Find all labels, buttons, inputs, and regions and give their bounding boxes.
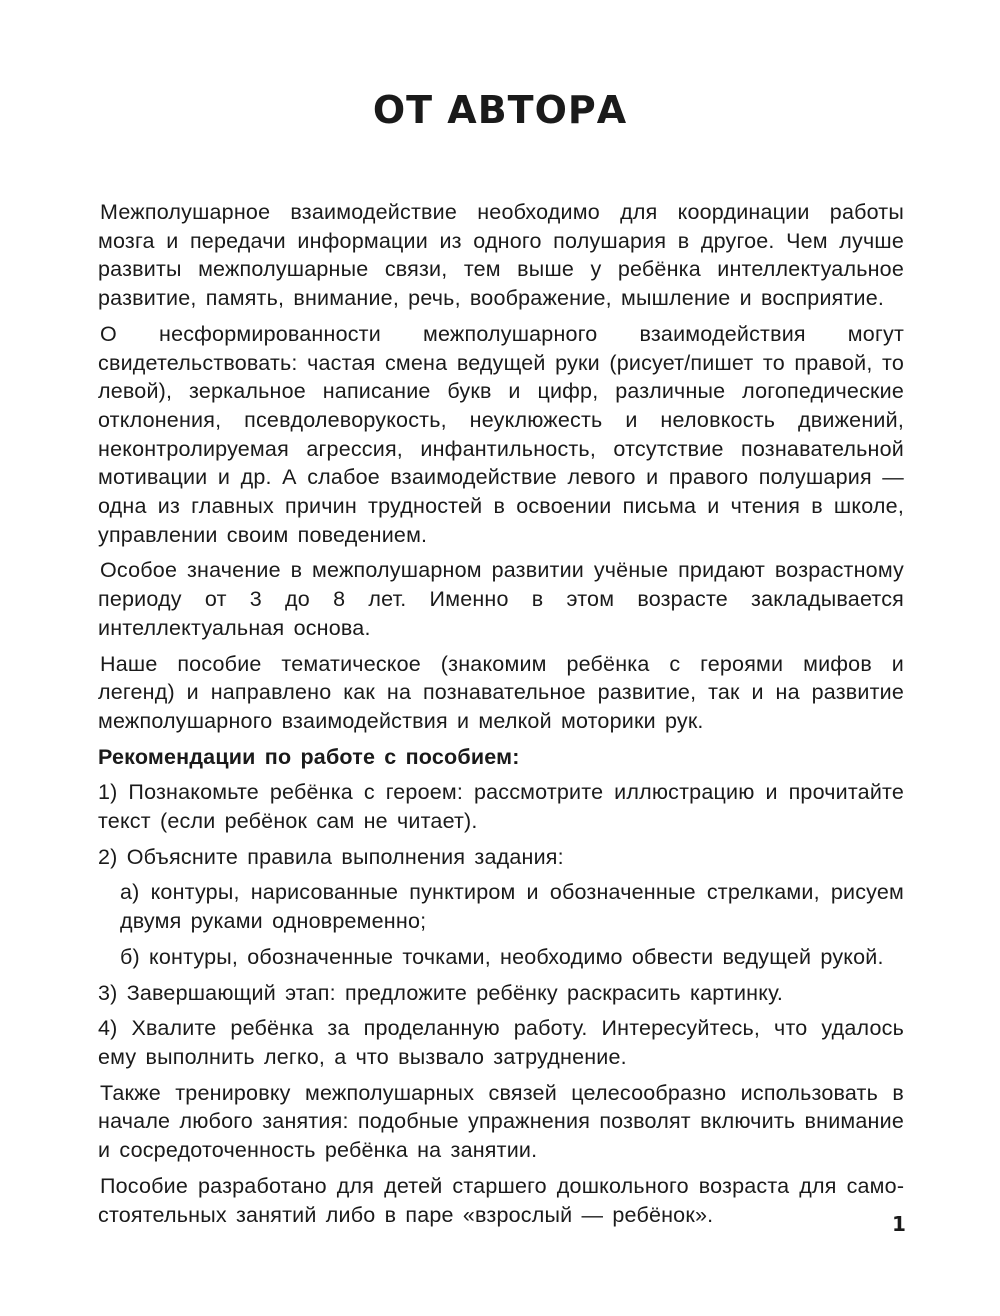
- step-1: 1) Познакомьте ребёнка с героем: рассмотрите иллюстрацию и прочитайте текст (если ребёнок сам не читает).: [98, 780, 904, 834]
- paragraph-training: Также тренировку межполушарных связей целесообразно использовать в начале любого занятия: подобные упражнения позволят включить внимание и сосредоточенность ребёнка на занятии.: [98, 1080, 904, 1163]
- paragraph-symptoms: О несформированности межполушарного взаимодействия могут свидетельствовать: частая смена ведущей руки (рисует/пишет то правой, то левой), зеркальное написание букв и цифр, различные логопедические отклонения, псевдолеворукость, неуклюжесть и неловкость движений, неконтролируемая агрессия, инфантильность, отсутствие познавательной мотивации и др. А слабое взаимодействие левого и правого полушария — одна из главных причин трудностей в освоении письма и чтения в школе, управлении своим поведением.: [98, 321, 904, 547]
- document-body: [98, 198, 904, 1236]
- step-4: 4) Хвалите ребёнка за проделанную работу. Интересуйтесь, что удалось ему выполнить легко, а что вызвало затруднение.: [98, 1016, 904, 1069]
- recommendations-heading: Рекомендации по работе с пособием:: [98, 744, 520, 769]
- page-title: ОТ АВТОРА: [372, 88, 628, 132]
- step-2: 2) Объясните правила выполнения задания:: [98, 844, 564, 869]
- step-3: 3) Завершающий этап: предложите ребёнку раскрасить картинку.: [98, 980, 784, 1005]
- step-2a: а) контуры, нарисованные пунктиром и обозначенные стрелками, рисуем двумя руками одновременно;: [120, 880, 904, 934]
- page-number: 1: [892, 1212, 906, 1236]
- paragraph-age-period: Особое значение в межполушарном развитии учёные придают возрастному периоду от 3 до 8 лет. Именно в этом возрасте закладывается интеллектуальная основа.: [98, 558, 904, 640]
- paragraph-intro: Межполушарное взаимодействие необходимо для координации работы мозга и передачи информации из одного полушария в другое. Чем лучше развиты межполушарные связи, тем выше у ребёнка интеллектуальное развитие, память, внимание, речь, воображение, мышление и восприятие.: [98, 200, 904, 311]
- step-2b: б) контуры, обозначенные точками, необходимо обвести ведущей рукой.: [120, 944, 884, 969]
- paragraph-audience: Пособие разработано для детей старшего дошкольного возраста для самостоятельных занятий либо в паре «взрослый — ребёнок».: [98, 1173, 904, 1227]
- paragraph-manual-purpose: Наше пособие тематическое (знакомим ребёнка с героями мифов и легенд) и направлено как на познавательное развитие, так и на развитие межполушарного взаимодействия и мелкой моторики рук.: [98, 651, 904, 733]
